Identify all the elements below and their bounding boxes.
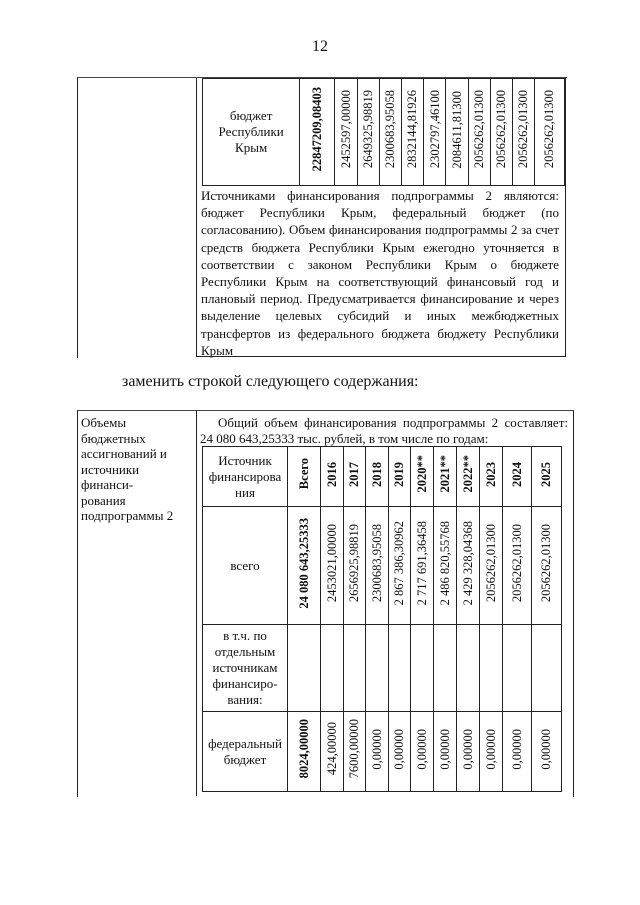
year-value: 7600,00000 — [347, 719, 362, 779]
value-cell — [357, 79, 379, 186]
value-cell — [532, 712, 562, 792]
header-text: 2024 — [509, 461, 524, 487]
header-year — [457, 447, 480, 507]
value-cell — [503, 625, 532, 712]
value-cell — [480, 625, 503, 712]
value-cell — [411, 712, 434, 792]
header-line: Источник — [218, 452, 272, 468]
header-text: 2018 — [369, 461, 384, 487]
header-text: 2020** — [414, 455, 429, 493]
year-value: 2832144,81926 — [405, 90, 420, 169]
header-text: Всего — [296, 458, 311, 490]
total-value: 8024,00000 — [296, 719, 311, 779]
year-value: 2 867 386,30962 — [392, 520, 407, 606]
header-text: 2025 — [539, 461, 554, 487]
value-cell — [366, 625, 389, 712]
row-label-line: бюджет — [223, 751, 267, 767]
year-value: 2453021,00000 — [324, 523, 339, 603]
row-label-line: подпрограммы 2 — [81, 508, 174, 523]
row-label-line: в т.ч. по — [223, 628, 267, 643]
value-cell — [335, 79, 357, 186]
row-label-cell — [203, 712, 288, 792]
total-cell — [288, 625, 321, 712]
table-row — [203, 79, 565, 186]
value-cell — [434, 507, 457, 625]
column-divider — [196, 410, 197, 796]
value-cell — [344, 507, 366, 625]
header-year — [434, 447, 457, 507]
header-year — [389, 447, 411, 507]
year-value: 2056262,01300 — [472, 90, 487, 169]
year-value: 2056262,01300 — [542, 90, 557, 169]
value-cell — [411, 625, 434, 712]
row-label-line: федеральный — [208, 735, 282, 751]
header-text: 2019 — [392, 461, 407, 487]
year-value: 2056262,01300 — [494, 90, 509, 169]
year-value: 2 717 691,36458 — [414, 520, 429, 606]
financing-sources-paragraph: Источниками финансирования подпрограммы 2 являются: бюджет Республики Крым, федеральный бюджет (по согласованию). Объем финансирования подпрограммы 2 за счет средств бюджета Республики Крым ежегодно уточняется в соответствии с законом Республики Крым о бюджете Республики Крым на соответствующий финансовый год и плановый период. Предусматривается финансирование и через выделение целевых субсидий и иных межбюджетных трансфертов из федерального бюджета бюджету Республики Крым — [201, 188, 559, 358]
header-year — [321, 447, 344, 507]
value-cell — [389, 625, 411, 712]
value-cell — [457, 625, 480, 712]
value-cell — [321, 712, 344, 792]
header-source — [203, 447, 288, 507]
value-cell — [411, 507, 434, 625]
year-value: 2056262,01300 — [539, 523, 554, 603]
year-value: 2649325,98819 — [360, 90, 375, 169]
row-label-line: ассигнований и — [81, 446, 167, 461]
year-value: 2056262,01300 — [516, 90, 531, 169]
value-cell — [424, 79, 446, 186]
row-label-line: источникам — [212, 660, 278, 675]
value-cell — [446, 79, 468, 186]
year-value: 2056262,01300 — [509, 523, 524, 603]
table-row — [203, 625, 562, 712]
value-cell — [468, 79, 490, 186]
row-label-line: отдельным — [214, 644, 276, 659]
intro-text: Общий объем финансирования подпрограммы 2 составляет: 24 080 643,25333 тыс. рублей, в том числе по годам: — [200, 415, 568, 446]
header-year — [366, 447, 389, 507]
year-value: 424,00000 — [324, 722, 339, 776]
value-cell — [389, 712, 411, 792]
year-value: 2300683,95058 — [383, 90, 398, 169]
row-label-line: источники финанси- — [81, 461, 140, 492]
year-value: 2084611,81300 — [449, 90, 464, 169]
source-line: бюджет — [229, 108, 273, 123]
year-value: 0,00000 — [369, 728, 384, 770]
replace-instruction: заменить строкой следующего содержания: — [122, 373, 419, 390]
value-cell — [532, 507, 562, 625]
year-value: 0,00000 — [414, 728, 429, 770]
row-label-cell — [203, 625, 288, 712]
header-line: ния — [235, 484, 255, 500]
year-value: 2 429 328,04368 — [460, 520, 475, 606]
header-year — [503, 447, 532, 507]
year-value: 2056262,01300 — [483, 523, 498, 603]
source-line: Республики — [218, 124, 284, 139]
table-header-row — [203, 447, 562, 507]
table-row — [203, 507, 562, 625]
value-cell — [532, 625, 562, 712]
row-label-line: Объемы бюджетных — [81, 415, 146, 446]
value-cell — [321, 625, 344, 712]
value-cell — [513, 79, 535, 186]
header-total — [288, 447, 321, 507]
value-cell — [366, 712, 389, 792]
year-value: 0,00000 — [483, 728, 498, 770]
year-value: 2300683,95058 — [369, 523, 384, 603]
year-value: 2452597,00000 — [338, 90, 353, 169]
header-text: 2016 — [324, 461, 339, 487]
header-line: финансирова — [208, 468, 282, 484]
old-financing-table — [202, 78, 565, 186]
header-text: 2022** — [460, 455, 475, 493]
value-cell — [379, 79, 401, 186]
value-cell — [480, 712, 503, 792]
value-cell — [344, 625, 366, 712]
value-cell — [503, 712, 532, 792]
value-cell — [344, 712, 366, 792]
total-cell — [300, 79, 335, 186]
value-cell — [434, 712, 457, 792]
value-cell — [480, 507, 503, 625]
year-value: 0,00000 — [392, 728, 407, 770]
value-cell — [389, 507, 411, 625]
row-label-line: рования — [81, 492, 126, 508]
year-value: 2 486 820,55768 — [437, 520, 452, 606]
total-cell — [288, 507, 321, 625]
row-label-cell — [203, 507, 288, 625]
row-label: всего — [230, 557, 260, 573]
total-value: 24 080 643,25333 — [296, 517, 311, 609]
header-text: 2017 — [347, 461, 362, 487]
page-number: 12 — [312, 38, 328, 55]
row-label-line: вания: — [227, 692, 263, 707]
value-cell — [457, 712, 480, 792]
header-year — [411, 447, 434, 507]
old-table-right-column — [196, 77, 566, 357]
new-financing-table — [202, 446, 562, 792]
value-cell — [434, 625, 457, 712]
row-label-line: финансиро- — [212, 676, 278, 691]
row-label — [81, 415, 193, 524]
value-cell — [535, 79, 565, 186]
year-value: 0,00000 — [460, 728, 475, 770]
year-value: 2656925,98819 — [347, 523, 362, 603]
total-value: 22847209,08403 — [310, 87, 325, 172]
source-line: Крым — [235, 140, 268, 155]
total-cell — [288, 712, 321, 792]
header-text: 2021** — [437, 455, 452, 493]
value-cell — [366, 507, 389, 625]
table-row — [203, 712, 562, 792]
header-year — [480, 447, 503, 507]
year-value: 0,00000 — [539, 728, 554, 770]
header-year — [532, 447, 562, 507]
value-cell — [402, 79, 424, 186]
value-cell — [490, 79, 512, 186]
source-cell — [203, 79, 300, 186]
year-value: 0,00000 — [437, 728, 452, 770]
header-year — [344, 447, 366, 507]
year-value: 2302797,46100 — [427, 90, 442, 169]
value-cell — [321, 507, 344, 625]
value-cell — [457, 507, 480, 625]
total-financing-intro — [200, 415, 568, 446]
header-text: 2023 — [483, 461, 498, 487]
year-value: 0,00000 — [509, 728, 524, 770]
value-cell — [503, 507, 532, 625]
